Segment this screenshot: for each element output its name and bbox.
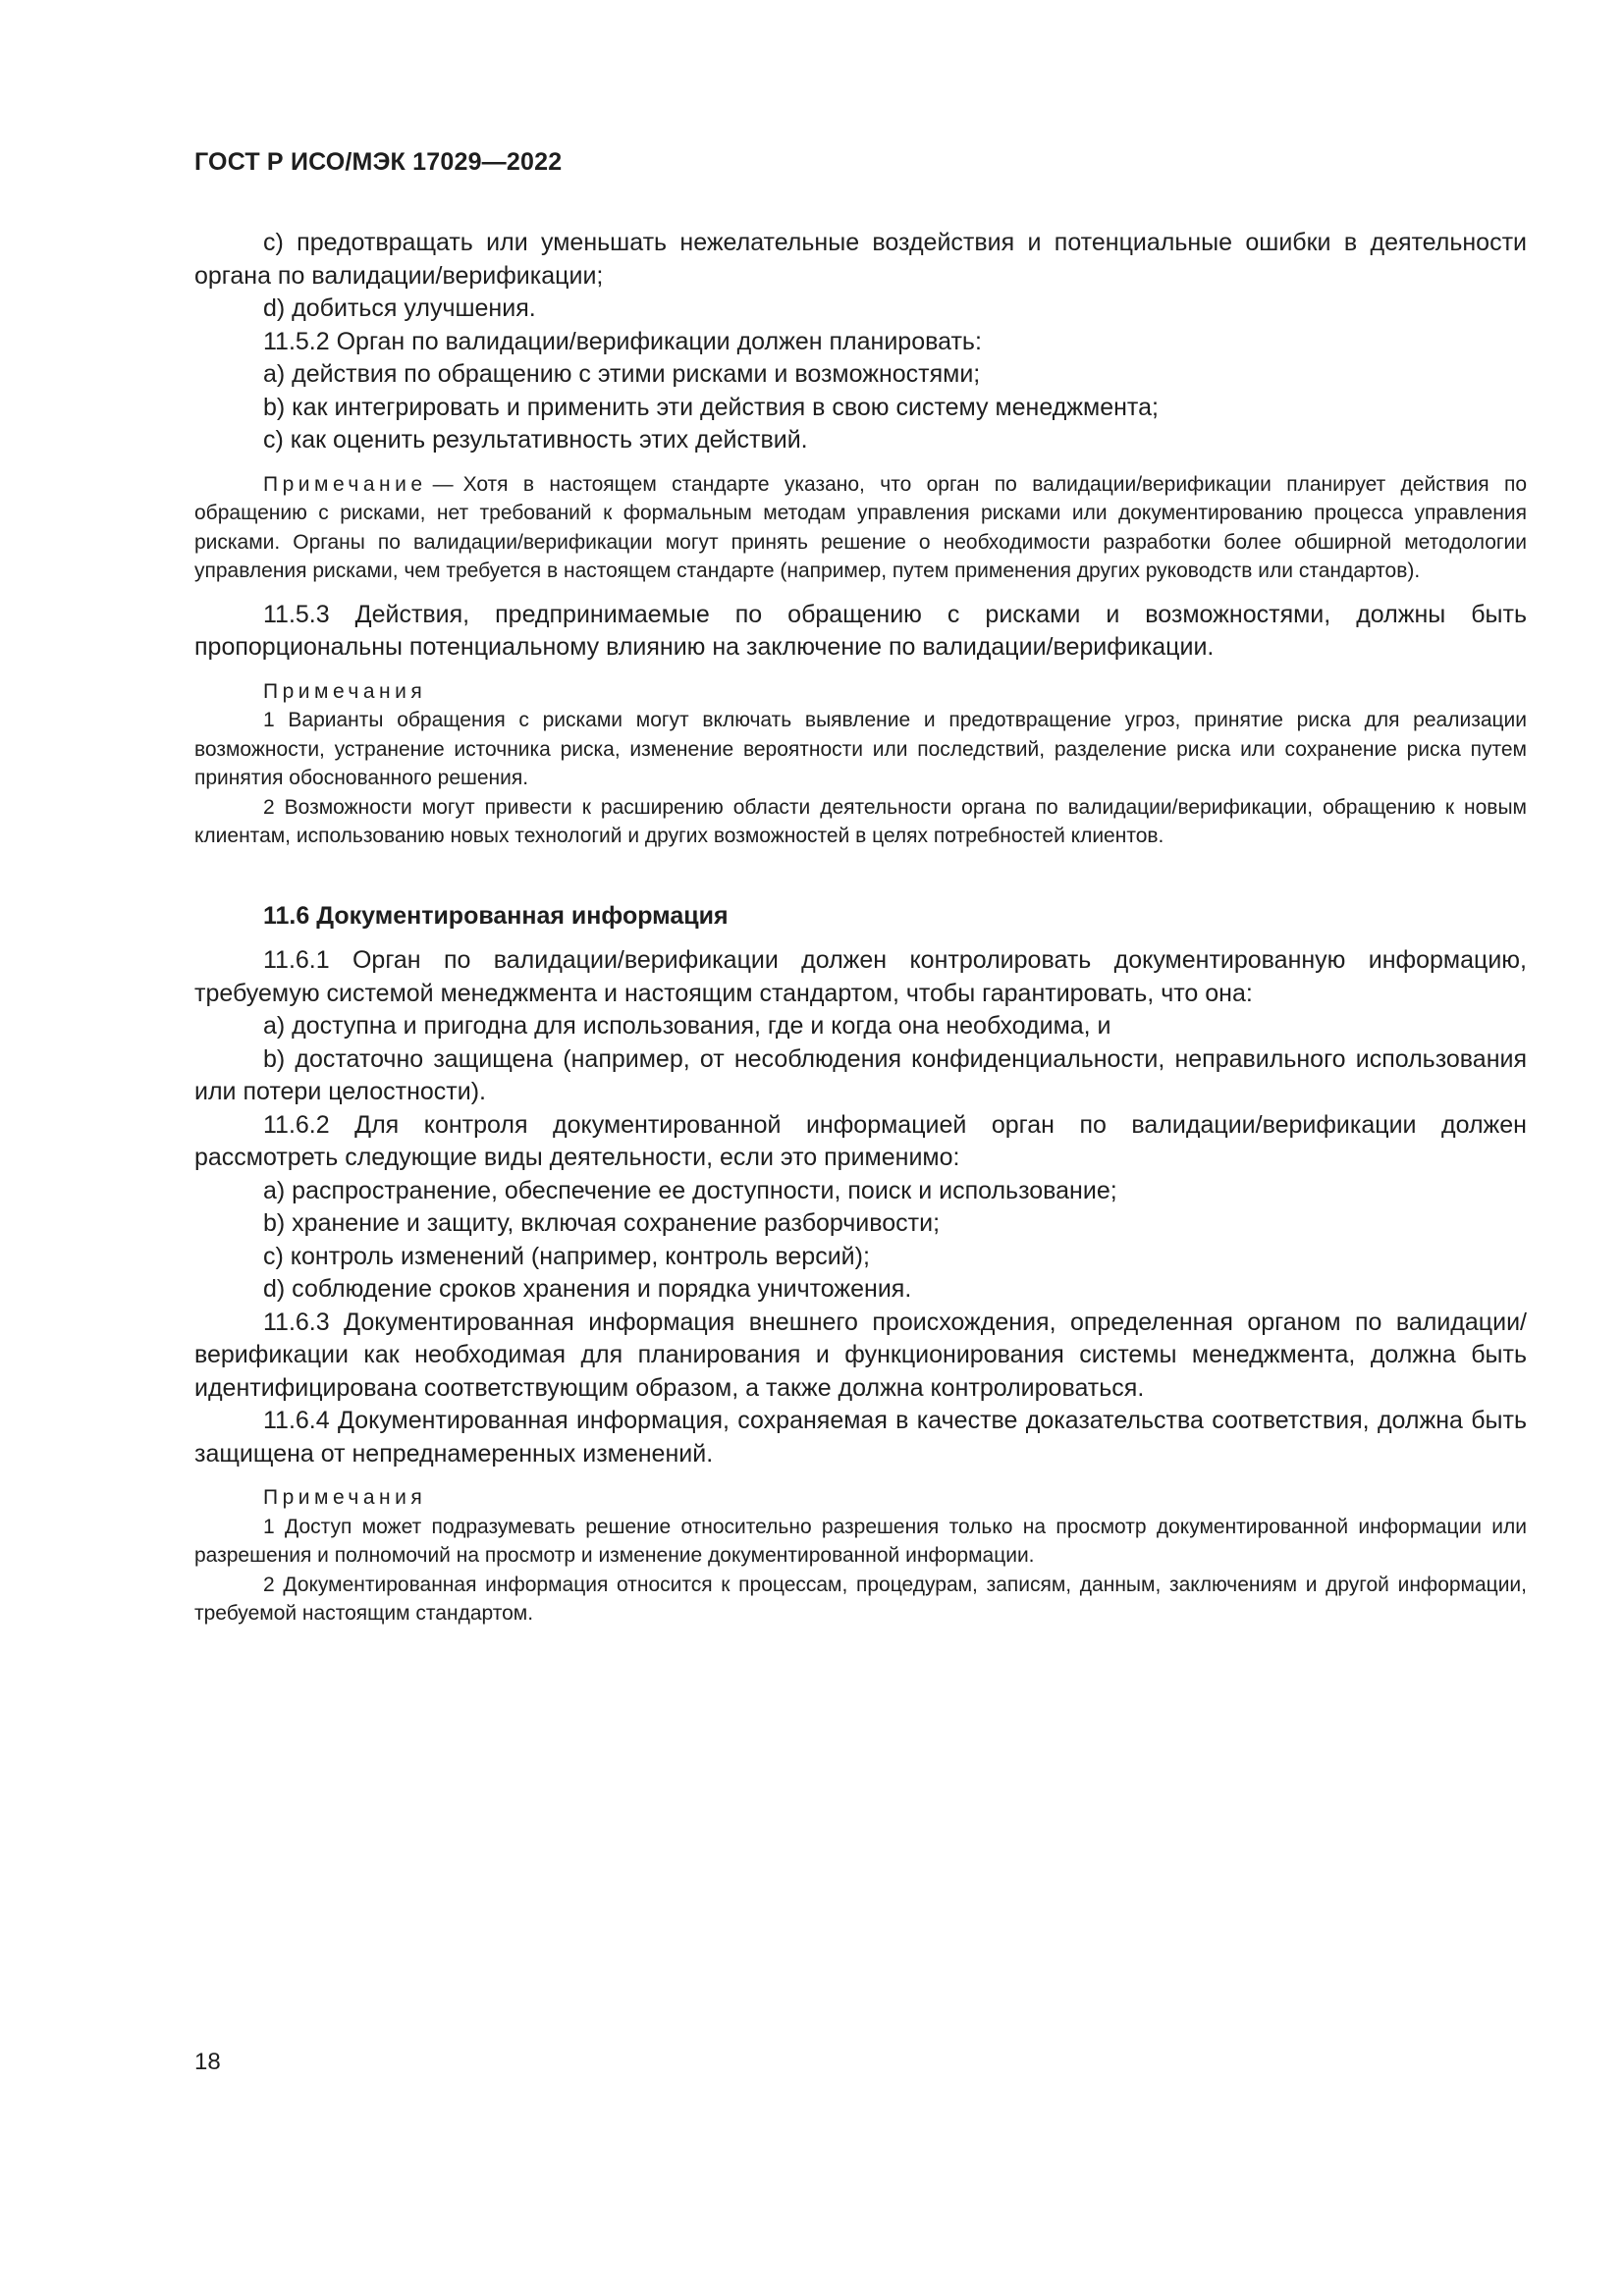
list-item: b) достаточно защищена (например, от несоблюдения конфиденциальности, неправильного использования или потери целостности).	[194, 1044, 1527, 1105]
clause-11-5-3: 11.5.3 Действия, предпринимаемые по обращению с рисками и возможностями, должны быть пропорциональны потенциальному влиянию на заключение по валидации/верификации.	[194, 600, 1527, 661]
clause-11-6-2: 11.6.2 Для контроля документированной информацией орган по валидации/верификации должен рассмотреть следующие виды деятельности, если это применимо:	[194, 1110, 1527, 1171]
clause-11-6-4: 11.6.4 Документированная информация, сохраняемая в качестве доказательства соответствия, должна быть защищена от непреднамеренных изменений.	[194, 1407, 1527, 1468]
note-label: Примечание	[263, 472, 427, 496]
document-header: ГОСТ Р ИСО/МЭК 17029—2022	[194, 148, 563, 176]
page-content	[194, 227, 1527, 1629]
note-item: 2 Документированная информация относится к процессам, процедурам, записям, данным, заключениям и другой информации, требуемой настоящим стандартом.	[194, 1573, 1527, 1625]
notes-label: Примечания	[263, 679, 427, 703]
clause-11-5-2: 11.5.2 Орган по валидации/верификации должен планировать:	[263, 327, 982, 355]
list-item-c2: c) как оценить результативность этих действий.	[263, 426, 808, 454]
list-item: b) хранение и защиту, включая сохранение разборчивости;	[263, 1209, 941, 1237]
list-item: d) соблюдение сроков хранения и порядка уничтожения.	[263, 1275, 912, 1303]
clause-11-6-3: 11.6.3 Документированная информация внешнего происхождения, определенная органом по валидации/верификации как необходимая для планирования и функционирования системы менеджмента, должна быть идентифицирована соответствующим образом, а также должна контролироваться.	[194, 1308, 1527, 1402]
note-item: 1 Варианты обращения с рисками могут включать выявление и предотвращение угроз, принятие риска для реализации возможности, устранение источника риска, изменение вероятности или последствий, разделение риска или сохранение риска путем принятия обоснованного решения.	[194, 709, 1527, 789]
note-risk-planning	[194, 470, 1527, 586]
list-item-d: d) добиться улучшения.	[263, 294, 536, 322]
page-number: 18	[194, 2049, 221, 2075]
clause-11-6-1: 11.6.1 Орган по валидации/верификации должен контролировать документированную информацию, требуемую системой менеджмента и настоящим стандартом, чтобы гарантировать, что она:	[194, 946, 1527, 1007]
note-text: Хотя в настоящем стандарте указано, что орган по валидации/верификации планирует действия по обращению с рисками, нет требований к формальным методам управления рисками или документированию процесса управления рисками. Органы по валидации/верификации могут принять решение о необходимости разработки более обширной методологии управления рисками, чем требуется в настоящем стандарте (например, путем применения других руководств или стандартов).	[194, 472, 1527, 582]
note-dash: —	[432, 472, 454, 496]
section-heading-11-6: 11.6 Документированная информация	[263, 901, 729, 930]
list-item: a) доступна и пригодна для использования, где и когда она необходима, и	[263, 1012, 1111, 1040]
note-item: 2 Возможности могут привести к расширению области деятельности органа по валидации/верификации, обращению к новым клиентам, использованию новых технологий и других возможностей в целях потребностей клиентов.	[194, 795, 1527, 847]
list-item: c) контроль изменений (например, контроль версий);	[263, 1242, 870, 1270]
list-item-a: a) действия по обращению с этими рисками и возможностями;	[263, 360, 981, 388]
notes-label: Примечания	[263, 1486, 427, 1509]
note-item: 1 Доступ может подразумевать решение относительно разрешения только на просмотр документированной информации или разрешения и полномочий на просмотр и изменение документированной информации.	[194, 1515, 1527, 1567]
list-item: a) распространение, обеспечение ее доступности, поиск и использование;	[263, 1176, 1117, 1204]
list-item-b: b) как интегрировать и применить эти действия в свою систему менеджмента;	[263, 393, 1159, 421]
list-item-c: c) предотвращать или уменьшать нежелательные воздействия и потенциальные ошибки в деятельности органа по валидации/верификации;	[194, 229, 1527, 290]
